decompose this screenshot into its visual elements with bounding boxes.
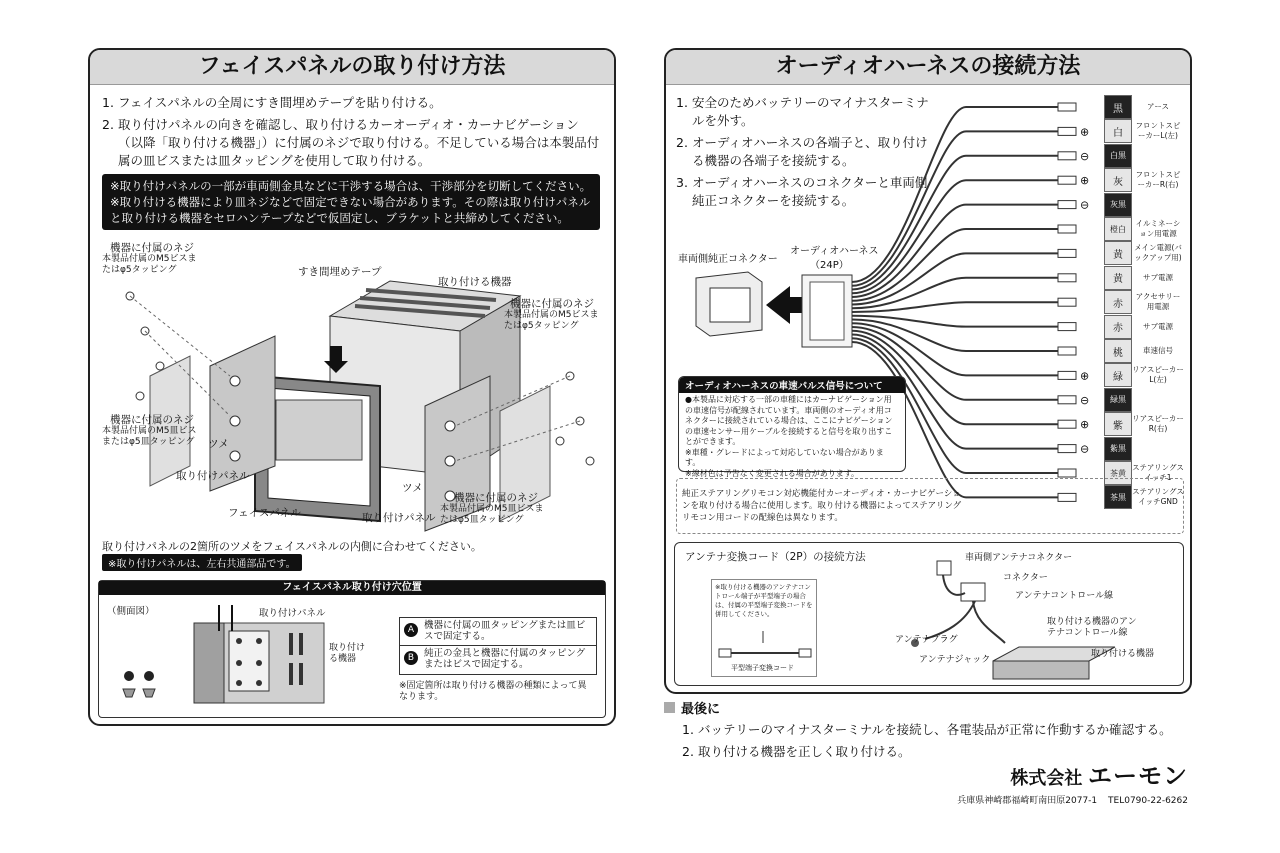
right-panel bbox=[664, 48, 1192, 694]
pulse-note-box bbox=[678, 376, 906, 478]
hole-position-title: フェイスパネル取り付け穴位置 bbox=[99, 581, 605, 595]
wire-color-swatch: 紫 bbox=[1104, 412, 1132, 436]
hole-position-section bbox=[98, 580, 606, 718]
company-block bbox=[948, 756, 1188, 806]
plus-terminal-icon: ⊕ bbox=[1080, 174, 1090, 188]
antenna-control-label: アンテナコントロール線 bbox=[1015, 591, 1114, 601]
left-panel-title: フェイスパネルの取り付け方法 bbox=[90, 50, 614, 85]
antenna-device-label: 取り付ける機器 bbox=[1091, 649, 1155, 659]
antenna-title: アンテナ変換コード（2P）の接続方法 bbox=[685, 551, 866, 563]
wire-terminal-icon bbox=[1058, 201, 1076, 209]
square-bullet-icon bbox=[664, 702, 675, 713]
label-tab-right: ツメ bbox=[402, 482, 423, 494]
wire-function-label: 車速信号 bbox=[1143, 346, 1173, 355]
final-heading: 最後に bbox=[664, 698, 1188, 717]
wire-color-swatch: 白 bbox=[1104, 119, 1132, 143]
antenna-note-box: ※取り付ける機器のアンテナコントロール端子が平型端子の場合は、付属の平型端子変換コードを併用してください。 bbox=[711, 579, 817, 677]
wire-line bbox=[852, 229, 1058, 301]
minus-terminal-icon: ⊖ bbox=[1080, 393, 1090, 407]
wire-row bbox=[1104, 169, 1184, 191]
label-screw-bottom-right: 機器に付属のネジ bbox=[454, 492, 538, 504]
hole-legend-box bbox=[399, 617, 597, 675]
wire-color-swatch: 緑黒 bbox=[1104, 388, 1132, 412]
flat-cord-label: 平型端子変換コード bbox=[731, 664, 794, 672]
fix-location-note: ※固定箇所は取り付ける機器の種類によって異なります。 bbox=[399, 681, 587, 702]
wire-color-swatch: 茶黄 bbox=[1104, 461, 1132, 485]
plus-terminal-icon: ⊕ bbox=[1080, 125, 1090, 139]
wire-function-label: アクセサリー用電源 bbox=[1135, 292, 1181, 312]
wire-function-label: ステアリングスイッチGND bbox=[1132, 487, 1184, 507]
wire-color-swatch: 黄 bbox=[1104, 266, 1132, 290]
wire-function-label: サブ電源 bbox=[1143, 272, 1173, 282]
wire-terminal-icon bbox=[1058, 249, 1076, 257]
label-screw-bottom-right-sub: 本製品付属のM5皿ビスまたはφ5皿タッピング bbox=[440, 504, 544, 525]
wire-row bbox=[1104, 438, 1184, 460]
minus-terminal-icon: ⊖ bbox=[1080, 442, 1090, 456]
wire-color-swatch: 灰黒 bbox=[1104, 193, 1132, 217]
wire-terminal-icon bbox=[1058, 371, 1076, 379]
steering-note: 純正ステアリングリモコン対応機能付カーオーディオ・カーナビゲーションを取り付ける場合に使用します。取り付ける機器によってステアリングリモコン用コードの配線色は異なります。 bbox=[682, 489, 962, 523]
left-panel bbox=[88, 48, 616, 726]
vehicle-connector-illustration bbox=[696, 272, 762, 336]
wire-terminal-icon bbox=[1058, 176, 1076, 184]
wire-terminal-icon bbox=[1058, 396, 1076, 404]
label-device: 取り付ける機器 bbox=[438, 276, 512, 288]
legend-mark-b: B bbox=[404, 651, 418, 665]
wire-terminal-icon bbox=[1058, 103, 1076, 111]
wire-function-label: アース bbox=[1147, 102, 1169, 111]
wire-line bbox=[852, 205, 1058, 297]
left-step-1: 1. フェイスパネルの全周にすき間埋めテープを貼り付ける。 bbox=[102, 95, 442, 110]
final-section bbox=[664, 698, 1188, 761]
wire-terminal-icon bbox=[1058, 225, 1076, 233]
wire-color-swatch: 赤 bbox=[1104, 290, 1132, 314]
wire-function-label: フロントスピーカーR(右) bbox=[1135, 170, 1181, 190]
pulse-note-body: ●本製品に対応する一部の車種にはカーナビゲーション用の車速信号が配線されています。車両側のオーディオ用コネクターに接続されている場合は、ここにナビゲーションの車速センサー用ケーブルを接続すると信号を取り出すことができます。 ※車種・グレードによって対応していない場合があります。 ※線材色は予告なく変更される場合があります。 bbox=[685, 395, 893, 478]
label-tape: すき間埋めテープ bbox=[298, 266, 382, 278]
wire-terminal-icon bbox=[1058, 323, 1076, 331]
plus-terminal-icon: ⊕ bbox=[1080, 418, 1090, 432]
wire-line bbox=[852, 302, 1058, 312]
right-panel-title: オーディオハーネスの接続方法 bbox=[666, 50, 1190, 85]
wire-row bbox=[1104, 218, 1184, 240]
wire-terminal-icon bbox=[1058, 420, 1076, 428]
wire-row bbox=[1104, 316, 1184, 338]
legend-mark-a: A bbox=[404, 623, 418, 637]
wire-function-label: イルミネーション用電源 bbox=[1135, 219, 1181, 238]
pulse-note-title: オーディオハーネスの車速パルス信号について bbox=[679, 377, 905, 393]
wire-row bbox=[1104, 413, 1184, 435]
hole-mount-panel-label: 取り付けパネル bbox=[259, 608, 326, 619]
connector-label: コネクター bbox=[1003, 573, 1048, 583]
label-screw-mid-left: 機器に付属のネジ bbox=[110, 414, 194, 426]
wire-color-swatch: 橙白 bbox=[1104, 217, 1132, 241]
label-screw-top-right: 機器に付属のネジ bbox=[510, 298, 594, 310]
wire-row bbox=[1104, 389, 1184, 411]
company-address: 兵庫県神崎郡福崎町南田原2077-1 TEL0790-22-6262 bbox=[957, 796, 1188, 806]
wire-terminal-icon bbox=[1058, 152, 1076, 160]
device-antenna-control-label: 取り付ける機器のアンテナコントロール線 bbox=[1047, 617, 1137, 638]
final-steps bbox=[682, 721, 1206, 761]
wire-row bbox=[1104, 291, 1184, 313]
wire-terminal-icon bbox=[1058, 469, 1076, 477]
label-tab-left: ツメ bbox=[208, 438, 229, 450]
wire-color-swatch: 赤 bbox=[1104, 315, 1132, 339]
right-step-3: 3. オーディオハーネスのコネクターと車両側純正コネクターを接続する。 bbox=[676, 175, 928, 208]
side-view-diagram bbox=[99, 601, 339, 711]
minus-terminal-icon: ⊖ bbox=[1080, 149, 1090, 163]
right-step-2: 2. オーディオハーネスの各端子と、取り付ける機器の各端子を接続する。 bbox=[676, 135, 928, 168]
wire-row bbox=[1104, 242, 1184, 264]
wire-function-label: ステアリングスイッチ1 bbox=[1132, 463, 1184, 482]
hole-device-label: 取り付ける機器 bbox=[329, 643, 366, 664]
wire-row bbox=[1104, 364, 1184, 386]
antenna-plug-label: アンテナプラグ bbox=[895, 635, 958, 645]
antenna-jack-label: アンテナジャック bbox=[919, 655, 991, 665]
legend-row-a: A 機器に付属の皿タッピングまたは皿ビスで固定する。 bbox=[400, 618, 596, 646]
wire-color-swatch: 緑 bbox=[1104, 363, 1132, 387]
wire-color-swatch: 白黒 bbox=[1104, 144, 1132, 168]
label-screw-top-left: 機器に付属のネジ bbox=[110, 242, 194, 254]
harness-connector-illustration bbox=[802, 275, 852, 347]
final-step-2: 2. 取り付ける機器を正しく取り付ける。 bbox=[682, 744, 911, 759]
wire-color-swatch: 桃 bbox=[1104, 339, 1132, 363]
wire-row bbox=[1104, 120, 1184, 142]
wire-row bbox=[1104, 96, 1184, 118]
wire-row bbox=[1104, 267, 1184, 289]
final-step-1: 1. バッテリーのマイナスターミナルを接続し、各電装品が正常に作動するか確認する。 bbox=[682, 722, 1172, 737]
vehicle-connector-label: 車両側純正コネクター bbox=[678, 254, 778, 265]
label-face-panel: フェイスパネル bbox=[228, 507, 301, 519]
wire-terminal-icon bbox=[1058, 347, 1076, 355]
car-antenna-connector-label: 車両側アンテナコネクター bbox=[965, 553, 1073, 563]
wire-color-swatch: 紫黒 bbox=[1104, 437, 1132, 461]
side-view-label: （側面図） bbox=[107, 606, 155, 617]
wire-function-label: メイン電源(バックアップ用) bbox=[1134, 243, 1182, 263]
minus-terminal-icon: ⊖ bbox=[1080, 198, 1090, 212]
tab-instruction: 取り付けパネルの2箇所のツメをフェイスパネルの内側に合わせてください。 bbox=[102, 540, 482, 553]
legend-row-b: B 純正の金具と機器に付属のタッピングまたはビスで固定する。 bbox=[400, 646, 596, 674]
right-step-1: 1. 安全のためバッテリーのマイナスターミナルを外す。 bbox=[676, 95, 929, 128]
antenna-section bbox=[674, 542, 1184, 686]
label-mount-panel-right: 取り付けパネル bbox=[362, 512, 436, 524]
wire-row bbox=[1104, 194, 1184, 216]
wire-terminal-icon bbox=[1058, 274, 1076, 282]
wire-color-swatch: 黄 bbox=[1104, 241, 1132, 265]
wire-row bbox=[1104, 145, 1184, 167]
wire-line bbox=[852, 316, 1058, 327]
label-screw-mid-left-sub: 本製品付属のM5皿ビスまたはφ5皿タッピング bbox=[102, 426, 197, 447]
plus-terminal-icon: ⊕ bbox=[1080, 369, 1090, 383]
harness-pins-label: （24P） bbox=[810, 260, 849, 271]
wire-line bbox=[852, 180, 1058, 293]
wire-function-label: リアスピーカーR(右) bbox=[1132, 414, 1184, 434]
wire-function-label: リアスピーカーL(左) bbox=[1132, 365, 1184, 385]
label-mount-panel-left: 取り付けパネル bbox=[176, 470, 250, 482]
wire-color-swatch: 茶黒 bbox=[1104, 485, 1132, 509]
label-screw-top-left-sub: 本製品付属のM5ビスまたはφ5タッピング bbox=[102, 254, 197, 275]
wire-terminal-icon bbox=[1058, 298, 1076, 306]
label-screw-top-right-sub: 本製品付属のM5ビスまたはφ5タッピング bbox=[504, 310, 599, 331]
left-warning-notes: ※取り付けパネルの一部が車両側金具などに干渉する場合は、干渉部分を切断してください。 ※取り付ける機器により皿ネジなどで固定できない場合があります。その際は取り付けパネルと取り付ける機器をセロハンテープなどで仮固定し、ブラケットと共締めしてください。 bbox=[102, 174, 600, 230]
wire-color-swatch: 灰 bbox=[1104, 168, 1132, 192]
left-step-2: 2. 取り付けパネルの向きを確認し、取り付けるカーオーディオ・カーナビゲーション（以降「取り付ける機器」）に付属のネジで取り付ける。不足している場合は本製品付属の皿ビスまたは皿タッピングを使用して取り付ける。 bbox=[102, 117, 600, 168]
wire-function-label: フロントスピーカーL(左) bbox=[1135, 121, 1181, 141]
wire-terminal-icon bbox=[1058, 127, 1076, 135]
left-steps bbox=[102, 94, 602, 174]
company-name: 株式会社 エーモン bbox=[1010, 762, 1188, 790]
wire-row bbox=[1104, 340, 1184, 362]
wire-terminal-icon bbox=[1058, 445, 1076, 453]
wire-function-label: サブ電源 bbox=[1143, 321, 1173, 331]
wire-color-swatch: 黒 bbox=[1104, 95, 1132, 119]
common-part-note: ※取り付けパネルは、左右共通部品です。 bbox=[102, 554, 302, 571]
harness-label: オーディオハーネス bbox=[790, 246, 879, 257]
